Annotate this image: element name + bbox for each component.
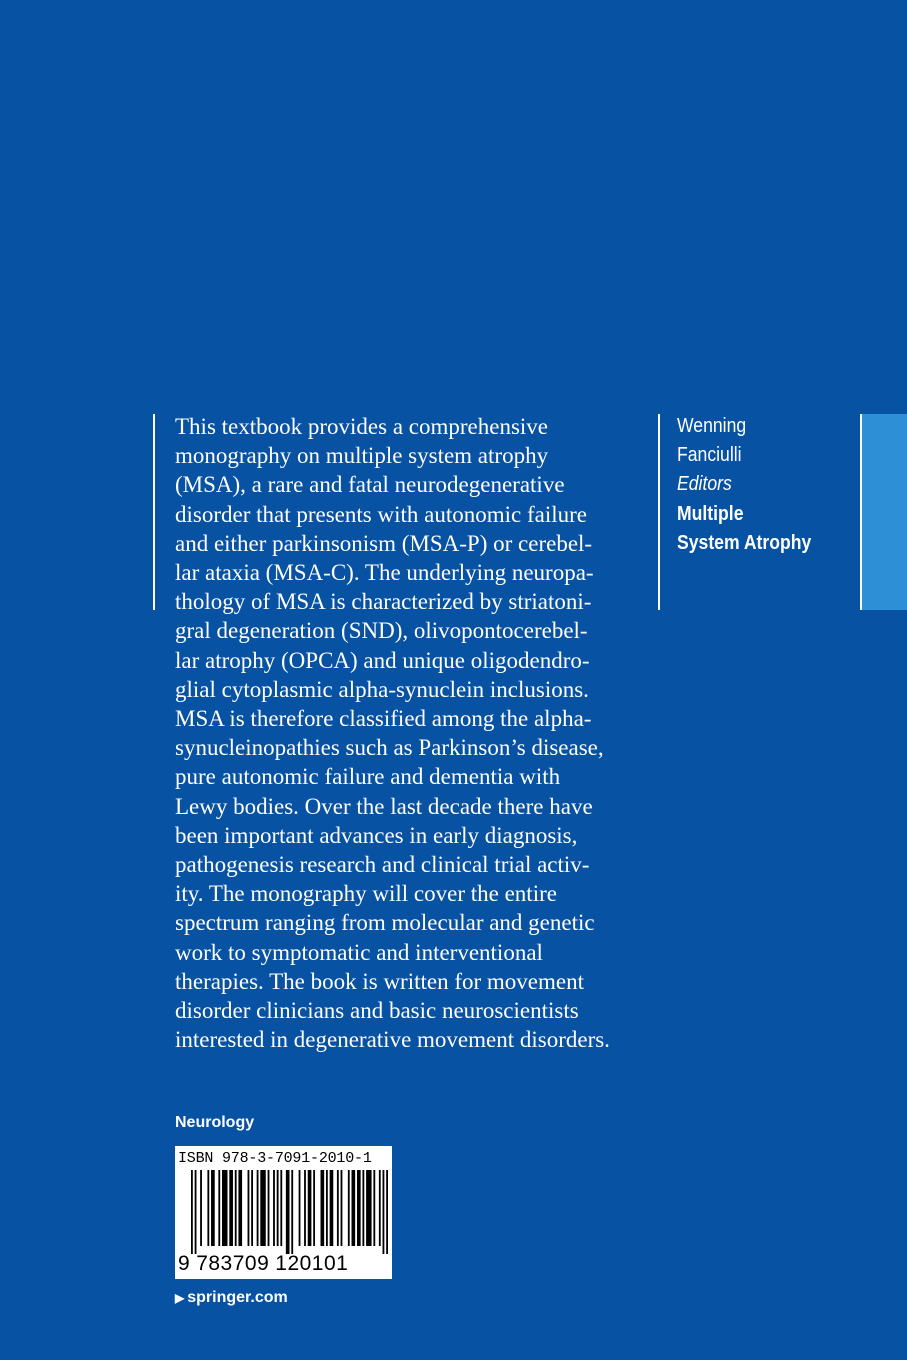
barcode-digit-first: 9: [178, 1252, 191, 1275]
barcode-bar: [291, 1170, 293, 1254]
back-cover-blurb: [175, 412, 645, 1054]
barcode-bar: [257, 1170, 259, 1246]
publisher-url: springer.com: [187, 1289, 288, 1306]
subject-category: Neurology: [175, 1114, 255, 1131]
blurb-line: spectrum ranging from molecular and genetic: [175, 910, 595, 936]
barcode-bar: [386, 1170, 388, 1254]
barcode-bar: [321, 1170, 325, 1246]
blurb-line: disorder clinicians and basic neuroscientists: [175, 998, 579, 1024]
barcode-bar: [218, 1170, 220, 1246]
barcode-bar: [304, 1170, 306, 1246]
book-title-line: Multiple: [677, 502, 744, 525]
blurb-line: pure autonomic failure and dementia with: [175, 764, 561, 790]
blurb-line: interested in degenerative movement disorders.: [175, 1027, 610, 1053]
book-title-line: System Atrophy: [677, 531, 812, 554]
blurb-line: been important advances in early diagnosis,: [175, 822, 578, 848]
blurb-line: lar atrophy (OPCA) and unique oligodendro-: [175, 647, 590, 673]
blurb-line: gral degeneration (SND), olivopontocerebel-: [175, 618, 588, 644]
barcode-bar: [268, 1170, 270, 1246]
barcode-bar: [280, 1170, 282, 1246]
barcode-bar: [362, 1170, 364, 1246]
blurb-line: therapies. The book is written for movement: [175, 968, 585, 994]
isbn-barcode: [175, 1146, 392, 1279]
barcode-bar: [222, 1170, 227, 1246]
arrow-icon: ▶: [175, 1291, 185, 1305]
barcode-bar: [211, 1170, 215, 1246]
editors-role: Editors: [677, 473, 732, 496]
barcode-bar: [235, 1170, 237, 1246]
barcode-bar: [207, 1170, 209, 1246]
barcode-digit-group: 120101: [275, 1252, 349, 1275]
blurb-line: monography on multiple system atrophy: [175, 443, 549, 469]
blurb-line: pathogenesis research and clinical trial activ-: [175, 852, 590, 878]
blurb-line: (MSA), a rare and fatal neurodegenerative: [175, 472, 565, 498]
barcode-bar: [308, 1170, 312, 1246]
barcode-bar: [299, 1170, 301, 1246]
barcode-bar: [348, 1170, 350, 1246]
barcode-bar: [379, 1170, 381, 1246]
barcode-bar: [373, 1170, 375, 1246]
blurb-line: MSA is therefore classified among the alpha-: [175, 706, 592, 732]
barcode-bar: [313, 1170, 315, 1246]
publisher-link[interactable]: [175, 1289, 288, 1307]
blurb-line: synucleinopathies such as Parkinson’s disease,: [175, 735, 604, 761]
barcode-bar: [229, 1170, 233, 1246]
barcode-bar: [238, 1170, 242, 1246]
barcode-bar: [260, 1170, 265, 1246]
barcode-bar: [366, 1170, 371, 1246]
blurb-line: work to symptomatic and interventional: [175, 939, 543, 965]
barcode-bar: [330, 1170, 334, 1246]
blurb-line: thology of MSA is characterized by striatoni-: [175, 589, 592, 615]
blurb-line: ity. The monography will cover the entire: [175, 881, 557, 907]
blurb-line: This textbook provides a comprehensive: [175, 414, 549, 439]
blurb-line: and either parkinsonism (MSA-P) or cerebel-: [175, 530, 593, 556]
editor-name: Fanciulli: [677, 444, 742, 467]
blurb-line: Lewy bodies. Over the last decade there have: [175, 793, 593, 819]
editor-name: Wenning: [677, 415, 747, 437]
barcode-bar: [277, 1170, 279, 1246]
blurb-line: glial cytoplasmic alpha-synuclein inclusions.: [175, 676, 589, 702]
barcode-digit-group: 783709: [196, 1252, 270, 1275]
barcode-bar: [326, 1170, 328, 1246]
spine-color-tab: [860, 414, 907, 610]
barcode-digits: [178, 1252, 348, 1276]
barcode-bar: [383, 1170, 385, 1254]
blurb-line: lar ataxia (MSA-C). The underlying neuropa-: [175, 560, 594, 586]
barcode-bar: [341, 1170, 343, 1246]
barcode-bar: [191, 1170, 193, 1254]
barcode-bar: [195, 1170, 197, 1254]
barcode-bar: [337, 1170, 339, 1246]
barcode-bar: [352, 1170, 356, 1246]
barcode-bar: [248, 1170, 250, 1246]
book-credits: [677, 412, 852, 558]
left-divider: [153, 414, 155, 610]
blurb-line: disorder that presents with autonomic failure: [175, 501, 587, 527]
barcode-bar: [273, 1170, 275, 1246]
isbn-label: ISBN 978-3-7091-2010-1: [178, 1150, 372, 1167]
barcode-bar: [357, 1170, 361, 1246]
barcode-bar: [251, 1170, 253, 1246]
credits-divider: [658, 414, 660, 610]
barcode-bar: [286, 1170, 290, 1254]
barcode-bar: [200, 1170, 202, 1246]
barcode-bars: [191, 1170, 388, 1254]
